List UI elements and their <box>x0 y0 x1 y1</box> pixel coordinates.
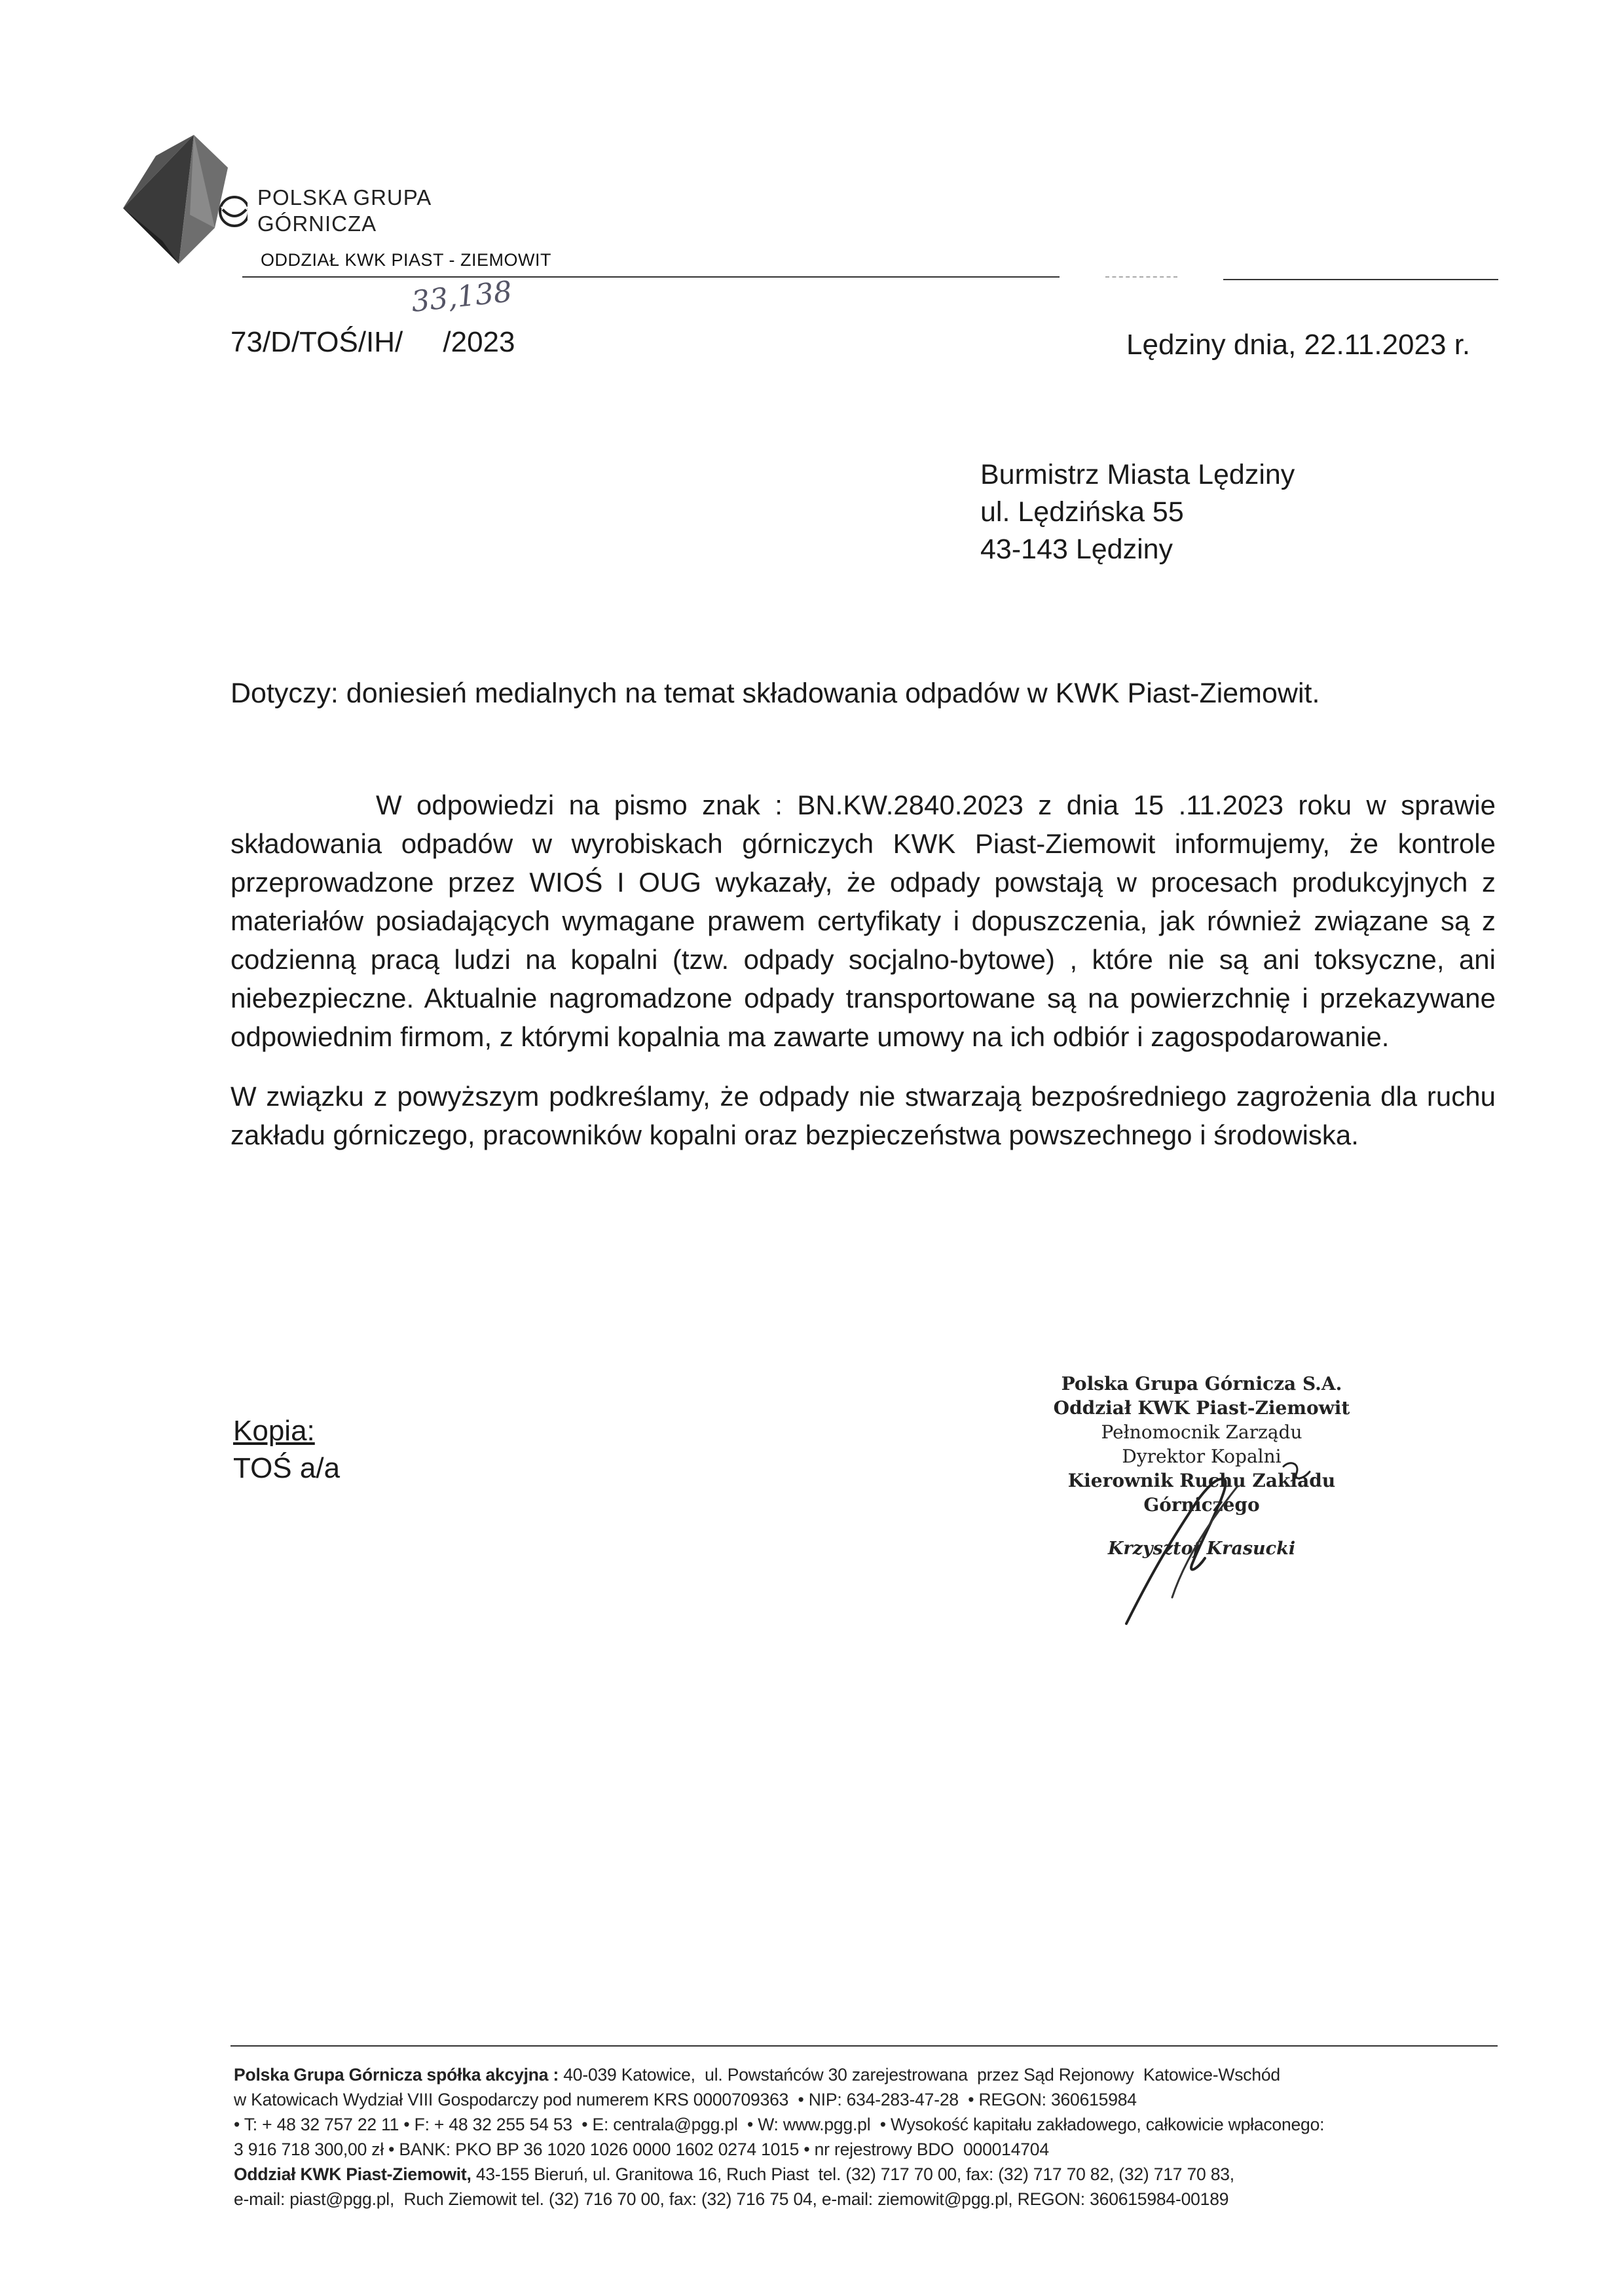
recipient-address <box>980 456 1295 568</box>
stamp-line-1: Polska Grupa Górnicza S.A. <box>1061 1373 1342 1394</box>
footer-line-5 <box>234 2162 1501 2187</box>
handwritten-number: 33,138 <box>409 275 514 319</box>
reference-number: 73/D/TOŚ/IH/ /2023 <box>231 326 515 358</box>
recipient-city: 43-143 Lędziny <box>980 534 1173 565</box>
footer-line-5-rest: 43-155 Bieruń, ul. Granitowa 16, Ruch Piast tel. (32) 717 70 00, fax: (32) 717 70 82, (32) 717 70 83, <box>471 2164 1234 2184</box>
footer-divider <box>231 2045 1498 2047</box>
footer <box>234 2062 1501 2212</box>
footer-line-1-rest: 40-039 Katowice, ul. Powstańców 30 zarejestrowana przez Sąd Rejonowy Katowice-Wschód <box>559 2065 1280 2085</box>
copy-recipient: TOŚ a/a <box>233 1452 341 1484</box>
body-paragraph-1: W odpowiedzi na pismo znak : BN.KW.2840.2023 z dnia 15 .11.2023 roku w sprawie składowania odpadów w wyrobiskach górniczych KWK Piast-Ziemowit informujemy, że kontrole przeprowadzone przez WIOŚ I OUG wykazały, że odpady powstają w procesach produkcyjnych z materiałów posiadających wymagane prawem certyfikaty i dopuszczenia, jak również związane są z codzienną pracą ludzi na kopalni (tzw. odpady socjalno-bytowe) , które nie są ani toksyczne, ani niebezpieczne. Aktualnie nagromadzone odpady transportowane są na powierzchnię i przekazywane odpowiednim firmom, z którymi kopalnia ma zawarte umowy na ich odbiór i zagospodarowanie. <box>231 790 1496 1052</box>
company-name <box>257 185 432 237</box>
company-name-line2: GÓRNICZA <box>257 211 377 236</box>
pgg-logo-icon <box>117 130 248 280</box>
stamp-line-3: Pełnomocnik Zarządu <box>1101 1421 1302 1443</box>
stamp-line-4: Dyrektor Kopalni <box>1122 1446 1282 1467</box>
footer-company-name: Polska Grupa Górnicza spółka akcyjna : <box>234 2065 559 2085</box>
header-divider <box>242 276 1060 278</box>
copy-block <box>233 1412 340 1487</box>
handwritten-signature <box>1074 1440 1382 1637</box>
footer-line-1 <box>234 2062 1501 2087</box>
branch-name: ODDZIAŁ KWK PIAST - ZIEMOWIT <box>261 250 552 270</box>
footer-line-6: e-mail: piast@pgg.pl, Ruch Ziemowit tel. (32) 716 70 00, fax: (32) 716 75 04, e-mail: ziemowit@pgg.pl, REGON: 360615984-00189 <box>234 2189 1229 2209</box>
copy-label: Kopia: <box>233 1415 315 1447</box>
stamp-signatory-name: Krzysztof Krasucki <box>1107 1539 1296 1559</box>
body-paragraph-2: W związku z powyższym podkreślamy, że odpady nie stwarzają bezpośredniego zagrożenia dla ruchu zakładu górniczego, pracowników kopalni oraz bezpieczeństwa powszechnego i środowiska. <box>231 1081 1496 1150</box>
footer-line-2: w Katowicach Wydział VIII Gospodarczy pod numerem KRS 0000709363 • NIP: 634-283-47-28 • REGON: 360615984 <box>234 2090 1137 2109</box>
footer-line-3: • T: + 48 32 757 22 11 • F: + 48 32 255 54 53 • E: centrala@pgg.pl • W: www.pgg.pl • Wysokość kapitału zakładowego, całkowicie wpłaconego: <box>234 2115 1325 2134</box>
footer-line-4: 3 916 718 300,00 zł • BANK: PKO BP 36 1020 1026 0000 1602 0274 1015 • nr rejestrowy BDO 000014704 <box>234 2140 1049 2159</box>
header-divider-dashed <box>1105 276 1177 278</box>
place-date: Lędziny dnia, 22.11.2023 r. <box>1126 329 1471 361</box>
letter-body <box>231 786 1496 1154</box>
stamp-line-2: Oddział KWK Piast-Ziemowit <box>1053 1397 1350 1419</box>
footer-branch-name: Oddział KWK Piast-Ziemowit, <box>234 2164 471 2184</box>
company-name-line1: POLSKA GRUPA <box>257 185 432 210</box>
subject-line: Dotyczy: doniesień medialnych na temat składowania odpadów w KWK Piast-Ziemowit. <box>231 678 1320 709</box>
stamp-line-5: Kierownik Ruchu Zakładu Górniczego <box>1067 1470 1336 1516</box>
recipient-street: ul. Lędzińska 55 <box>980 496 1184 528</box>
recipient-name: Burmistrz Miasta Lędziny <box>980 459 1295 490</box>
header-divider-right <box>1223 279 1498 280</box>
